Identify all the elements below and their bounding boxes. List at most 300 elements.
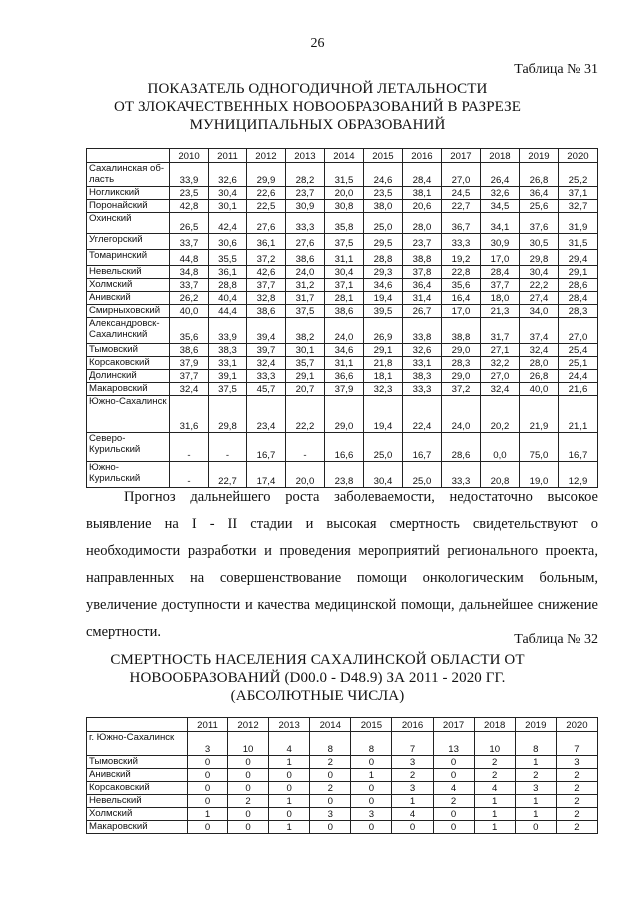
value-cell: 1	[269, 821, 310, 834]
value-cell: 32,4	[170, 383, 209, 396]
value-cell: 2	[310, 756, 351, 769]
value-cell: 22,5	[246, 200, 285, 213]
table-row	[87, 318, 598, 344]
row-name-cell: Томаринский	[87, 250, 170, 266]
value-cell: 2	[474, 769, 515, 782]
value-cell: 29,1	[558, 266, 597, 279]
value-cell: 25,1	[558, 357, 597, 370]
value-cell: 0	[188, 795, 228, 808]
value-cell: 37,6	[519, 213, 558, 234]
value-cell: 27,6	[285, 234, 324, 250]
value-cell: 0	[269, 808, 310, 821]
value-cell: 8	[351, 732, 392, 756]
value-cell: 36,4	[519, 187, 558, 200]
value-cell: 0	[310, 769, 351, 782]
value-cell: 28,2	[285, 163, 324, 187]
row-name-cell: Невельский	[87, 266, 170, 279]
value-cell: 4	[433, 782, 474, 795]
table-header-row	[87, 718, 598, 732]
header-corner-cell	[87, 149, 170, 163]
value-cell: 29,3	[363, 266, 402, 279]
value-cell: 18,1	[363, 370, 402, 383]
value-cell: -	[209, 433, 247, 462]
value-cell: 12,9	[558, 462, 597, 488]
table-row	[87, 808, 598, 821]
value-cell: 34,6	[324, 344, 363, 357]
value-cell: 28,4	[480, 266, 519, 279]
value-cell: 28,3	[558, 305, 597, 318]
value-cell: 0	[351, 821, 392, 834]
value-cell: 17,4	[246, 462, 285, 488]
value-cell: 16,6	[324, 433, 363, 462]
header-year-cell: 2017	[433, 718, 474, 732]
value-cell: 21,3	[480, 305, 519, 318]
header-year-cell: 2016	[392, 718, 433, 732]
value-cell: 28,8	[363, 250, 402, 266]
value-cell: 34,5	[480, 200, 519, 213]
row-name-cell: Смирныховский	[87, 305, 170, 318]
value-cell: 44,4	[209, 305, 247, 318]
value-cell: 22,2	[519, 279, 558, 292]
value-cell: 28,4	[402, 163, 441, 187]
value-cell: 31,1	[324, 250, 363, 266]
value-cell: 38,2	[285, 318, 324, 344]
row-name-cell: Александровск-Сахалинский	[87, 318, 170, 344]
row-name-cell: Долинский	[87, 370, 170, 383]
value-cell: 39,7	[246, 344, 285, 357]
value-cell: 37,1	[558, 187, 597, 200]
value-cell: 2	[556, 795, 597, 808]
value-cell: 33,1	[402, 357, 441, 370]
row-name-cell: Сахалинская об-ласть	[87, 163, 170, 187]
value-cell: 30,9	[480, 234, 519, 250]
paragraph-text: Прогноз дальнейшего роста заболеваемости, недостаточно высокое выявление на I - II стадии и высокая смертность свидетельствуют о необходимости разработки и проведения мероприятий регионального проекта, направленных на совершенствование помощи онкологическим больным, увеличение доступности и качества медицинской помощи, дальнейшее снижение смертности.	[86, 489, 598, 640]
header-year-cell: 2014	[310, 718, 351, 732]
row-name-cell: Макаровский	[87, 821, 188, 834]
value-cell: 24,6	[363, 163, 402, 187]
value-cell: 3	[310, 808, 351, 821]
value-cell: 38,0	[363, 200, 402, 213]
value-cell: 33,3	[246, 370, 285, 383]
value-cell: 31,5	[558, 234, 597, 250]
value-cell: 34,8	[170, 266, 209, 279]
value-cell: 32,8	[246, 292, 285, 305]
value-cell: 0	[351, 756, 392, 769]
value-cell: 1	[515, 808, 556, 821]
table-row	[87, 305, 598, 318]
value-cell: 16,7	[558, 433, 597, 462]
row-name-cell: Корсаковский	[87, 357, 170, 370]
table-row	[87, 769, 598, 782]
value-cell: 31,1	[324, 357, 363, 370]
value-cell: 1	[269, 756, 310, 769]
value-cell: 7	[556, 732, 597, 756]
value-cell: 31,7	[285, 292, 324, 305]
value-cell: 2	[433, 795, 474, 808]
value-cell: 24,0	[285, 266, 324, 279]
value-cell: 25,6	[519, 200, 558, 213]
row-name-cell: Охинский	[87, 213, 170, 234]
value-cell: 32,3	[363, 383, 402, 396]
value-cell: 30,4	[519, 266, 558, 279]
value-cell: 31,2	[285, 279, 324, 292]
header-year-cell: 2012	[246, 149, 285, 163]
table-32-label: Таблица № 32	[514, 632, 598, 647]
value-cell: 3	[351, 808, 392, 821]
value-cell: 21,8	[363, 357, 402, 370]
row-name-cell: Холмский	[87, 279, 170, 292]
value-cell: 0	[392, 821, 433, 834]
value-cell: 37,7	[480, 279, 519, 292]
value-cell: 33,8	[402, 318, 441, 344]
value-cell: 30,8	[324, 200, 363, 213]
value-cell: 2	[474, 756, 515, 769]
value-cell: 27,0	[480, 370, 519, 383]
value-cell: 42,4	[209, 213, 247, 234]
value-cell: 4	[474, 782, 515, 795]
value-cell: 29,5	[363, 234, 402, 250]
value-cell: 30,5	[519, 234, 558, 250]
value-cell: 29,1	[363, 344, 402, 357]
value-cell: 40,0	[170, 305, 209, 318]
value-cell: 33,3	[441, 234, 480, 250]
value-cell: -	[285, 433, 324, 462]
value-cell: 30,4	[324, 266, 363, 279]
header-year-cell: 2020	[558, 149, 597, 163]
value-cell: 23,7	[402, 234, 441, 250]
value-cell: 40,0	[519, 383, 558, 396]
value-cell: 20,6	[402, 200, 441, 213]
value-cell: 26,2	[170, 292, 209, 305]
value-cell: 30,4	[209, 187, 247, 200]
value-cell: 45,7	[246, 383, 285, 396]
value-cell: 29,9	[246, 163, 285, 187]
table-31-label: Таблица № 31	[514, 62, 598, 77]
value-cell: 0	[269, 782, 310, 795]
value-cell: 37,8	[402, 266, 441, 279]
table-row	[87, 795, 598, 808]
value-cell: 19,4	[363, 396, 402, 433]
header-year-cell: 2019	[515, 718, 556, 732]
table-row	[87, 357, 598, 370]
value-cell: 1	[515, 756, 556, 769]
value-cell: 23,7	[285, 187, 324, 200]
value-cell: 0	[351, 782, 392, 795]
value-cell: 38,6	[324, 305, 363, 318]
header-year-cell: 2017	[441, 149, 480, 163]
value-cell: 30,6	[209, 234, 247, 250]
value-cell: 38,8	[441, 318, 480, 344]
value-cell: 34,0	[519, 305, 558, 318]
value-cell: 37,2	[246, 250, 285, 266]
value-cell: 2	[228, 795, 269, 808]
value-cell: 38,6	[170, 344, 209, 357]
value-cell: -	[170, 462, 209, 488]
value-cell: 33,9	[209, 318, 247, 344]
value-cell: 3	[556, 756, 597, 769]
value-cell: 25,0	[363, 213, 402, 234]
value-cell: 0	[433, 808, 474, 821]
table-row	[87, 250, 598, 266]
value-cell: 24,4	[558, 370, 597, 383]
table-row	[87, 213, 598, 234]
value-cell: 8	[515, 732, 556, 756]
row-name-cell: Корсаковский	[87, 782, 188, 795]
value-cell: 1	[351, 769, 392, 782]
title-line: СМЕРТНОСТЬ НАСЕЛЕНИЯ САХАЛИНСКОЙ ОБЛАСТИ ОТ	[110, 652, 525, 668]
value-cell: 2	[556, 782, 597, 795]
value-cell: 26,4	[480, 163, 519, 187]
value-cell: 30,1	[209, 200, 247, 213]
value-cell: 8	[310, 732, 351, 756]
table-header-row	[87, 149, 598, 163]
value-cell: 13	[433, 732, 474, 756]
value-cell: 22,7	[441, 200, 480, 213]
table-row	[87, 756, 598, 769]
value-cell: 16,4	[441, 292, 480, 305]
table-row	[87, 370, 598, 383]
table-row	[87, 821, 598, 834]
value-cell: 39,4	[246, 318, 285, 344]
value-cell: 33,7	[170, 234, 209, 250]
header-year-cell: 2013	[269, 718, 310, 732]
value-cell: 37,7	[170, 370, 209, 383]
value-cell: 37,1	[324, 279, 363, 292]
value-cell: 31,5	[324, 163, 363, 187]
value-cell: 4	[392, 808, 433, 821]
value-cell: 17,0	[480, 250, 519, 266]
value-cell: 28,0	[519, 357, 558, 370]
table-32-title	[0, 651, 635, 705]
value-cell: 37,5	[209, 383, 247, 396]
title-line: ПОКАЗАТЕЛЬ ОДНОГОДИЧНОЙ ЛЕТАЛЬНОСТИ	[147, 81, 488, 97]
value-cell: 0	[433, 821, 474, 834]
value-cell: 3	[392, 756, 433, 769]
value-cell: 28,8	[209, 279, 247, 292]
value-cell: 0	[433, 756, 474, 769]
value-cell: 32,7	[558, 200, 597, 213]
row-name-cell: Макаровский	[87, 383, 170, 396]
lethality-table	[86, 148, 598, 488]
value-cell: 25,0	[402, 462, 441, 488]
value-cell: 28,6	[558, 279, 597, 292]
value-cell: 30,9	[285, 200, 324, 213]
table-row	[87, 396, 598, 433]
page-number: 26	[310, 36, 325, 51]
value-cell: 20,0	[324, 187, 363, 200]
table-row	[87, 383, 598, 396]
value-cell: 33,3	[441, 462, 480, 488]
value-cell: 38,6	[285, 250, 324, 266]
value-cell: 24,5	[441, 187, 480, 200]
value-cell: 0	[269, 769, 310, 782]
mortality-table	[86, 717, 598, 834]
value-cell: 37,9	[170, 357, 209, 370]
value-cell: 29,4	[558, 250, 597, 266]
value-cell: 2	[556, 769, 597, 782]
table-row	[87, 200, 598, 213]
value-cell: 33,1	[209, 357, 247, 370]
value-cell: 2	[310, 782, 351, 795]
header-year-cell: 2019	[519, 149, 558, 163]
value-cell: 27,0	[558, 318, 597, 344]
value-cell: 22,6	[246, 187, 285, 200]
value-cell: 0	[433, 769, 474, 782]
value-cell: 22,2	[285, 396, 324, 433]
header-year-cell: 2015	[363, 149, 402, 163]
row-name-cell: Холмский	[87, 808, 188, 821]
value-cell: 29,0	[441, 344, 480, 357]
value-cell: 35,7	[285, 357, 324, 370]
value-cell: 1	[515, 795, 556, 808]
value-cell: 27,1	[480, 344, 519, 357]
value-cell: 0	[228, 821, 269, 834]
table-row	[87, 234, 598, 250]
value-cell: 7	[392, 732, 433, 756]
value-cell: 32,6	[402, 344, 441, 357]
value-cell: 35,6	[441, 279, 480, 292]
value-cell: 38,6	[246, 305, 285, 318]
value-cell: 2	[515, 769, 556, 782]
row-name-cell: Тымовский	[87, 344, 170, 357]
table-row	[87, 163, 598, 187]
value-cell: 37,4	[519, 318, 558, 344]
table-row	[87, 279, 598, 292]
value-cell: 20,2	[480, 396, 519, 433]
header-year-cell: 2011	[188, 718, 228, 732]
value-cell: 44,8	[170, 250, 209, 266]
value-cell: 31,4	[402, 292, 441, 305]
value-cell: 21,9	[519, 396, 558, 433]
header-year-cell: 2016	[402, 149, 441, 163]
value-cell: 10	[474, 732, 515, 756]
value-cell: 29,1	[285, 370, 324, 383]
value-cell: 1	[474, 795, 515, 808]
value-cell: 33,3	[402, 383, 441, 396]
value-cell: 33,7	[170, 279, 209, 292]
value-cell: 38,3	[209, 344, 247, 357]
value-cell: 0	[351, 795, 392, 808]
value-cell: 18,0	[480, 292, 519, 305]
value-cell: 19,0	[519, 462, 558, 488]
header-year-cell: 2010	[170, 149, 209, 163]
header-year-cell: 2018	[480, 149, 519, 163]
value-cell: 38,3	[402, 370, 441, 383]
value-cell: 2	[392, 769, 433, 782]
value-cell: 25,4	[558, 344, 597, 357]
table-row	[87, 782, 598, 795]
value-cell: -	[170, 433, 209, 462]
value-cell: 26,7	[402, 305, 441, 318]
value-cell: 31,6	[170, 396, 209, 433]
value-cell: 0	[515, 821, 556, 834]
value-cell: 31,9	[558, 213, 597, 234]
row-name-cell: Анивский	[87, 292, 170, 305]
value-cell: 36,1	[246, 234, 285, 250]
value-cell: 0	[188, 769, 228, 782]
row-name-cell: Ногликский	[87, 187, 170, 200]
value-cell: 0	[228, 756, 269, 769]
value-cell: 32,4	[246, 357, 285, 370]
body-paragraph	[86, 484, 598, 646]
value-cell: 42,6	[246, 266, 285, 279]
value-cell: 20,7	[285, 383, 324, 396]
value-cell: 40,4	[209, 292, 247, 305]
value-cell: 35,6	[170, 318, 209, 344]
value-cell: 26,8	[519, 370, 558, 383]
value-cell: 29,0	[324, 396, 363, 433]
header-year-cell: 2015	[351, 718, 392, 732]
title-line: НОВООБРАЗОВАНИЙ (D00.0 - D48.9) ЗА 2011 - 2020 ГГ.	[129, 670, 506, 686]
row-name-cell: Анивский	[87, 769, 188, 782]
value-cell: 31,7	[480, 318, 519, 344]
value-cell: 39,1	[209, 370, 247, 383]
value-cell: 16,7	[246, 433, 285, 462]
value-cell: 32,4	[519, 344, 558, 357]
title-line: МУНИЦИПАЛЬНЫХ ОБРАЗОВАНИЙ	[189, 117, 446, 133]
value-cell: 1	[269, 795, 310, 808]
value-cell: 29,8	[519, 250, 558, 266]
value-cell: 0	[228, 808, 269, 821]
value-cell: 1	[188, 808, 228, 821]
value-cell: 21,1	[558, 396, 597, 433]
value-cell: 38,8	[402, 250, 441, 266]
row-name-cell: Южно-Курильский	[87, 462, 170, 488]
value-cell: 37,2	[441, 383, 480, 396]
value-cell: 3	[188, 732, 228, 756]
value-cell: 37,7	[246, 279, 285, 292]
value-cell: 16,7	[402, 433, 441, 462]
value-cell: 37,5	[324, 234, 363, 250]
value-cell: 10	[228, 732, 269, 756]
title-line: (АБСОЛЮТНЫЕ ЧИСЛА)	[230, 688, 405, 704]
value-cell: 19,2	[441, 250, 480, 266]
value-cell: 3	[392, 782, 433, 795]
value-cell: 0	[188, 756, 228, 769]
value-cell: 0	[310, 795, 351, 808]
value-cell: 17,0	[441, 305, 480, 318]
value-cell: 33,9	[170, 163, 209, 187]
table-row	[87, 732, 598, 756]
value-cell: 1	[474, 808, 515, 821]
table-row	[87, 266, 598, 279]
value-cell: 0	[228, 769, 269, 782]
value-cell: 34,6	[363, 279, 402, 292]
value-cell: 21,6	[558, 383, 597, 396]
value-cell: 32,6	[209, 163, 247, 187]
value-cell: 23,4	[246, 396, 285, 433]
header-year-cell: 2018	[474, 718, 515, 732]
row-name-cell: г. Южно-Сахалинск	[87, 732, 188, 756]
value-cell: 26,9	[363, 318, 402, 344]
row-name-cell: Тымовский	[87, 756, 188, 769]
value-cell: 36,4	[402, 279, 441, 292]
value-cell: 20,0	[285, 462, 324, 488]
header-year-cell: 2013	[285, 149, 324, 163]
value-cell: 35,5	[209, 250, 247, 266]
header-year-cell: 2011	[209, 149, 247, 163]
row-name-cell: Южно-Сахалинск	[87, 396, 170, 433]
value-cell: 30,1	[285, 344, 324, 357]
title-line: ОТ ЗЛОКАЧЕСТВЕННЫХ НОВООБРАЗОВАНИЙ В РАЗРЕЗЕ	[114, 99, 521, 115]
value-cell: 22,4	[402, 396, 441, 433]
value-cell: 27,4	[519, 292, 558, 305]
value-cell: 26,8	[519, 163, 558, 187]
value-cell: 34,1	[480, 213, 519, 234]
header-year-cell: 2014	[324, 149, 363, 163]
value-cell: 25,2	[558, 163, 597, 187]
value-cell: 26,5	[170, 213, 209, 234]
